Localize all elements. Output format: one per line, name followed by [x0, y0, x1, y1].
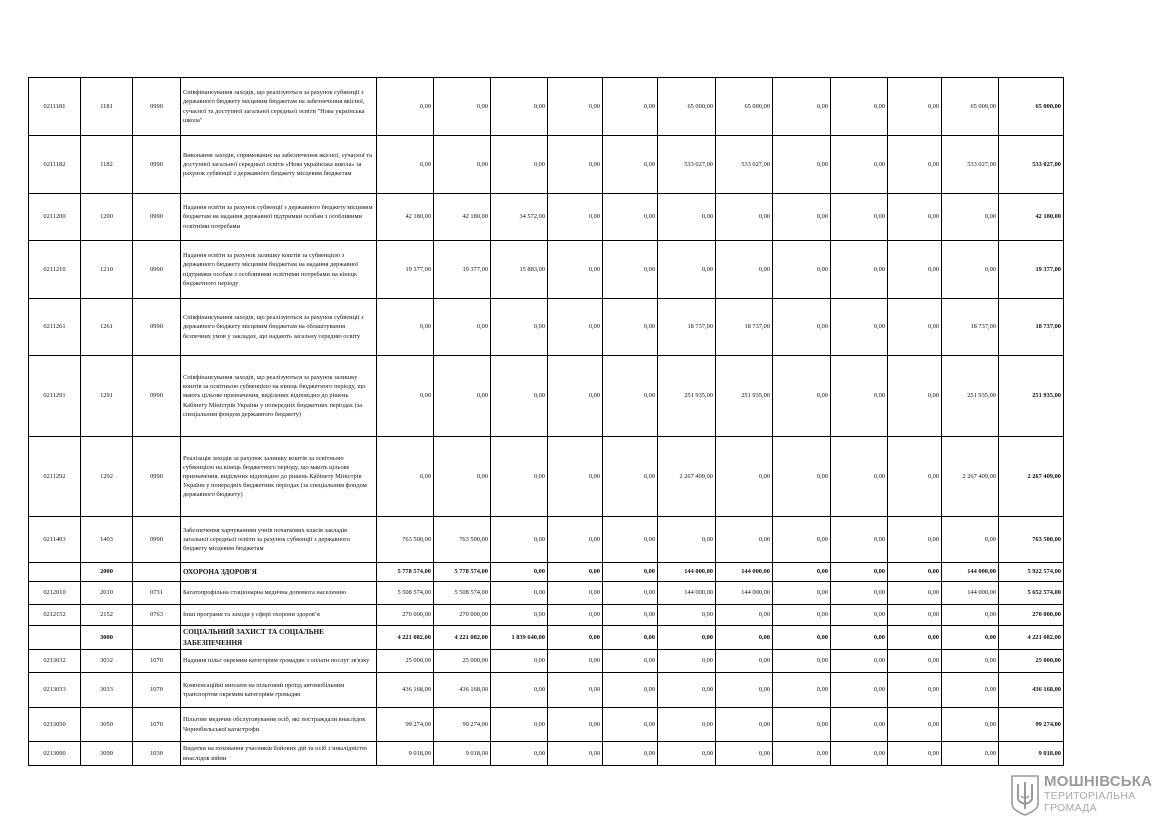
- amount-cell: 0,00: [773, 78, 831, 136]
- total-cell: 5 922 574,00: [999, 563, 1064, 582]
- table-row: [29, 356, 1064, 437]
- amount-cell: 0,00: [773, 742, 831, 766]
- function-code-cell: 0990: [133, 437, 181, 517]
- amount-cell: 144 000,00: [942, 563, 999, 582]
- program-code-cell: 0211403: [29, 517, 81, 563]
- amount-cell: 0,00: [548, 136, 603, 194]
- table-row: [29, 194, 1064, 241]
- amount-cell: 0,00: [831, 650, 888, 673]
- amount-cell: 0,00: [773, 194, 831, 241]
- amount-cell: 0,00: [377, 78, 434, 136]
- amount-cell: 270 000,00: [377, 605, 434, 626]
- amount-cell: 4 221 082,00: [377, 626, 434, 650]
- table-row: [29, 136, 1064, 194]
- amount-cell: 0,00: [603, 582, 658, 605]
- amount-cell: 0,00: [831, 563, 888, 582]
- program-code-cell: 0211261: [29, 299, 81, 356]
- amount-cell: 0,00: [831, 194, 888, 241]
- amount-cell: 0,00: [548, 742, 603, 766]
- total-cell: 533 027,00: [999, 136, 1064, 194]
- amount-cell: 0,00: [888, 673, 942, 708]
- table-row: [29, 299, 1064, 356]
- amount-cell: 0,00: [942, 742, 999, 766]
- amount-cell: 0,00: [716, 194, 773, 241]
- table-row: [29, 742, 1064, 766]
- function-code-cell: 0990: [133, 299, 181, 356]
- description-cell: Виконання заходів, спрямованих на забезпечення якісної, сучасної та доступної загальної середньої освіти «Нова українська школа» за рахунок субвенції з державного бюджету місцевим бюджетам: [181, 136, 377, 194]
- amount-cell: 19 377,00: [434, 241, 491, 299]
- kfk-code-cell: 3050: [81, 708, 133, 742]
- amount-cell: 0,00: [888, 194, 942, 241]
- amount-cell: 0,00: [831, 437, 888, 517]
- amount-cell: 144 000,00: [942, 582, 999, 605]
- amount-cell: 0,00: [548, 605, 603, 626]
- amount-cell: 15 883,00: [491, 241, 548, 299]
- amount-cell: 0,00: [491, 437, 548, 517]
- function-code-cell: 0731: [133, 582, 181, 605]
- amount-cell: 99 274,00: [434, 708, 491, 742]
- amount-cell: 0,00: [773, 517, 831, 563]
- amount-cell: 0,00: [773, 299, 831, 356]
- amount-cell: 0,00: [831, 626, 888, 650]
- amount-cell: 0,00: [942, 673, 999, 708]
- amount-cell: 144 000,00: [658, 563, 716, 582]
- amount-cell: 0,00: [888, 241, 942, 299]
- amount-cell: 0,00: [773, 437, 831, 517]
- total-cell: 436 168,00: [999, 673, 1064, 708]
- amount-cell: 763 500,00: [377, 517, 434, 563]
- amount-cell: 65 000,00: [658, 78, 716, 136]
- amount-cell: 0,00: [491, 78, 548, 136]
- amount-cell: 0,00: [942, 241, 999, 299]
- trident-emblem-icon: [1010, 774, 1040, 816]
- amount-cell: 0,00: [658, 650, 716, 673]
- total-cell: 251 935,00: [999, 356, 1064, 437]
- amount-cell: 0,00: [603, 563, 658, 582]
- amount-cell: 0,00: [491, 708, 548, 742]
- amount-cell: 0,00: [548, 517, 603, 563]
- program-code-cell: 0211182: [29, 136, 81, 194]
- amount-cell: 0,00: [888, 582, 942, 605]
- description-cell: Багатопрофільна стаціонарна медична допомога населенню: [181, 582, 377, 605]
- logo-title: МОШНІВСЬКА: [1044, 773, 1153, 790]
- function-code-cell: 0990: [133, 136, 181, 194]
- amount-cell: 0,00: [658, 626, 716, 650]
- amount-cell: 42 180,00: [434, 194, 491, 241]
- amount-cell: 0,00: [773, 626, 831, 650]
- amount-cell: 0,00: [603, 241, 658, 299]
- amount-cell: 0,00: [888, 708, 942, 742]
- amount-cell: 0,00: [434, 356, 491, 437]
- amount-cell: 0,00: [773, 563, 831, 582]
- amount-cell: 0,00: [888, 650, 942, 673]
- kfk-code-cell: 3000: [81, 626, 133, 650]
- description-cell: Реалізація заходів за рахунок залишку коштів за освітньою субвенцією на кінець бюджетного періоду, що мають цільове призначення, виділених відповідно до рішень Кабінету Міністрів України у попередніх бюджетних періодах (за спеціальним фондом державного бюджету): [181, 437, 377, 517]
- amount-cell: 0,00: [548, 356, 603, 437]
- amount-cell: 0,00: [773, 356, 831, 437]
- function-code-cell: 0763: [133, 605, 181, 626]
- kfk-code-cell: 3032: [81, 650, 133, 673]
- amount-cell: 0,00: [773, 650, 831, 673]
- description-cell: Інші програми та заходи у сфері охорони здоров’я: [181, 605, 377, 626]
- amount-cell: 0,00: [888, 437, 942, 517]
- amount-cell: 0,00: [434, 78, 491, 136]
- amount-cell: 9 018,00: [434, 742, 491, 766]
- amount-cell: 436 168,00: [434, 673, 491, 708]
- program-code-cell: 0213033: [29, 673, 81, 708]
- amount-cell: 0,00: [888, 742, 942, 766]
- amount-cell: 0,00: [888, 563, 942, 582]
- amount-cell: 0,00: [831, 673, 888, 708]
- amount-cell: 0,00: [491, 356, 548, 437]
- amount-cell: 0,00: [603, 650, 658, 673]
- table-row: [29, 78, 1064, 136]
- amount-cell: 0,00: [831, 356, 888, 437]
- description-cell: СОЦІАЛЬНИЙ ЗАХИСТ ТА СОЦІАЛЬНЕ ЗАБЕЗПЕЧЕННЯ: [181, 626, 377, 650]
- description-cell: Надання освіти за рахунок субвенції з державного бюджету місцевим бюджетам на надання державної підтримки особам з особливими освітніми потребами: [181, 194, 377, 241]
- amount-cell: 0,00: [773, 582, 831, 605]
- amount-cell: 251 935,00: [658, 356, 716, 437]
- amount-cell: 2 267 409,00: [658, 437, 716, 517]
- function-code-cell: 1070: [133, 708, 181, 742]
- amount-cell: 0,00: [377, 136, 434, 194]
- amount-cell: 0,00: [548, 582, 603, 605]
- amount-cell: 0,00: [603, 136, 658, 194]
- amount-cell: 18 737,00: [716, 299, 773, 356]
- table-row: [29, 708, 1064, 742]
- amount-cell: 0,00: [888, 517, 942, 563]
- amount-cell: 0,00: [831, 241, 888, 299]
- amount-cell: 251 935,00: [942, 356, 999, 437]
- amount-cell: 0,00: [888, 78, 942, 136]
- table-row: [29, 241, 1064, 299]
- program-code-cell: 0211181: [29, 78, 81, 136]
- program-code-cell: 0213090: [29, 742, 81, 766]
- amount-cell: 0,00: [603, 437, 658, 517]
- program-code-cell: 0211291: [29, 356, 81, 437]
- logo-subtitle-2: ГРОМАДА: [1044, 802, 1097, 814]
- amount-cell: 0,00: [603, 517, 658, 563]
- table-row: [29, 437, 1064, 517]
- amount-cell: 0,00: [491, 299, 548, 356]
- amount-cell: 18 737,00: [942, 299, 999, 356]
- amount-cell: 5 508 574,00: [434, 582, 491, 605]
- description-cell: Надання пільг окремим категоріям громадян з оплати послуг зв'язку: [181, 650, 377, 673]
- amount-cell: 0,00: [888, 136, 942, 194]
- amount-cell: 0,00: [773, 708, 831, 742]
- amount-cell: 0,00: [434, 136, 491, 194]
- amount-cell: 25 000,00: [434, 650, 491, 673]
- function-code-cell: 0990: [133, 356, 181, 437]
- amount-cell: 5 778 574,00: [434, 563, 491, 582]
- kfk-code-cell: 1403: [81, 517, 133, 563]
- amount-cell: 144 000,00: [716, 563, 773, 582]
- function-code-cell: [133, 626, 181, 650]
- kfk-code-cell: 1291: [81, 356, 133, 437]
- description-cell: ОХОРОНА ЗДОРОВ'Я: [181, 563, 377, 582]
- amount-cell: 65 000,00: [716, 78, 773, 136]
- amount-cell: 0,00: [548, 241, 603, 299]
- table-row: [29, 605, 1064, 626]
- total-cell: 5 652 574,00: [999, 582, 1064, 605]
- amount-cell: 0,00: [773, 673, 831, 708]
- amount-cell: 251 935,00: [716, 356, 773, 437]
- table-row: [29, 517, 1064, 563]
- total-cell: 42 180,00: [999, 194, 1064, 241]
- function-code-cell: 1070: [133, 673, 181, 708]
- amount-cell: 0,00: [773, 241, 831, 299]
- amount-cell: 25 000,00: [377, 650, 434, 673]
- amount-cell: 0,00: [716, 437, 773, 517]
- total-cell: 19 377,00: [999, 241, 1064, 299]
- amount-cell: 0,00: [831, 136, 888, 194]
- amount-cell: 0,00: [716, 650, 773, 673]
- amount-cell: 0,00: [716, 742, 773, 766]
- total-cell: 65 000,00: [999, 78, 1064, 136]
- amount-cell: 0,00: [831, 708, 888, 742]
- community-logo: [1010, 772, 1160, 818]
- section-row: [29, 563, 1064, 582]
- kfk-code-cell: 2152: [81, 605, 133, 626]
- amount-cell: 0,00: [491, 650, 548, 673]
- amount-cell: 0,00: [658, 605, 716, 626]
- function-code-cell: 0990: [133, 194, 181, 241]
- amount-cell: 9 018,00: [377, 742, 434, 766]
- description-cell: Співфінансування заходів, що реалізуються за рахунок залишку коштів за освітньою субвенцією на кінець бюджетного періоду, що мають цільове призначення, виділених відповідно до рішень Кабінету Міністрів України у попередніх бюджетних періодах (за спеціальним фондом державного бюджету): [181, 356, 377, 437]
- amount-cell: 65 000,00: [942, 78, 999, 136]
- amount-cell: 0,00: [603, 626, 658, 650]
- amount-cell: 0,00: [888, 626, 942, 650]
- program-code-cell: 0212152: [29, 605, 81, 626]
- amount-cell: 0,00: [888, 605, 942, 626]
- amount-cell: 0,00: [603, 194, 658, 241]
- amount-cell: 0,00: [773, 136, 831, 194]
- amount-cell: 0,00: [658, 194, 716, 241]
- function-code-cell: 0990: [133, 517, 181, 563]
- description-cell: Надання освіти за рахунок залишку коштів за субвенцією з державного бюджету місцевим бюджетам на надання державної підтримки особам з особливими освітніми потребами на кінець бюджетного періоду: [181, 241, 377, 299]
- amount-cell: 0,00: [434, 299, 491, 356]
- amount-cell: 0,00: [377, 356, 434, 437]
- amount-cell: 0,00: [831, 582, 888, 605]
- total-cell: 2 267 409,00: [999, 437, 1064, 517]
- amount-cell: 0,00: [377, 437, 434, 517]
- function-code-cell: 0990: [133, 241, 181, 299]
- program-code-cell: 0211292: [29, 437, 81, 517]
- amount-cell: 99 274,00: [377, 708, 434, 742]
- kfk-code-cell: 3033: [81, 673, 133, 708]
- kfk-code-cell: 1200: [81, 194, 133, 241]
- amount-cell: 0,00: [773, 605, 831, 626]
- table-body: [29, 78, 1064, 766]
- description-cell: Забезпечення харчуванням учнів початкових класів закладів загальної середньої освіти за рахунок субвенції з державного бюджету місцевим бюджетам: [181, 517, 377, 563]
- kfk-code-cell: 1210: [81, 241, 133, 299]
- amount-cell: 0,00: [603, 299, 658, 356]
- total-cell: 18 737,00: [999, 299, 1064, 356]
- program-code-cell: 0212010: [29, 582, 81, 605]
- amount-cell: 0,00: [603, 708, 658, 742]
- amount-cell: 0,00: [491, 517, 548, 563]
- amount-cell: 0,00: [491, 742, 548, 766]
- amount-cell: 0,00: [603, 673, 658, 708]
- amount-cell: 18 737,00: [658, 299, 716, 356]
- amount-cell: 0,00: [491, 136, 548, 194]
- amount-cell: 0,00: [548, 299, 603, 356]
- amount-cell: 19 377,00: [377, 241, 434, 299]
- amount-cell: 0,00: [548, 626, 603, 650]
- amount-cell: 270 000,00: [434, 605, 491, 626]
- amount-cell: 436 168,00: [377, 673, 434, 708]
- amount-cell: 0,00: [942, 650, 999, 673]
- kfk-code-cell: 2010: [81, 582, 133, 605]
- program-code-cell: 0213032: [29, 650, 81, 673]
- total-cell: 9 018,00: [999, 742, 1064, 766]
- amount-cell: 0,00: [548, 673, 603, 708]
- amount-cell: 0,00: [658, 708, 716, 742]
- amount-cell: 0,00: [942, 605, 999, 626]
- total-cell: 99 274,00: [999, 708, 1064, 742]
- amount-cell: 0,00: [942, 708, 999, 742]
- amount-cell: 0,00: [942, 194, 999, 241]
- amount-cell: 0,00: [716, 605, 773, 626]
- amount-cell: 0,00: [716, 517, 773, 563]
- amount-cell: 0,00: [831, 742, 888, 766]
- amount-cell: 533 027,00: [942, 136, 999, 194]
- amount-cell: 0,00: [548, 437, 603, 517]
- total-cell: 4 221 082,00: [999, 626, 1064, 650]
- amount-cell: 0,00: [716, 241, 773, 299]
- amount-cell: 5 508 574,00: [377, 582, 434, 605]
- amount-cell: 0,00: [548, 194, 603, 241]
- amount-cell: 0,00: [942, 626, 999, 650]
- amount-cell: 0,00: [831, 78, 888, 136]
- program-code-cell: 0213050: [29, 708, 81, 742]
- logo-subtitle-1: ТЕРИТОРІАЛЬНА: [1044, 790, 1136, 802]
- table-row: [29, 673, 1064, 708]
- amount-cell: 144 000,00: [716, 582, 773, 605]
- amount-cell: 0,00: [716, 626, 773, 650]
- function-code-cell: 1070: [133, 650, 181, 673]
- table-row: [29, 582, 1064, 605]
- amount-cell: 0,00: [716, 673, 773, 708]
- function-code-cell: [133, 563, 181, 582]
- description-cell: Пільгове медичне обслуговування осіб, які постраждали внаслідок Чорнобильської катастрофи: [181, 708, 377, 742]
- total-cell: 270 000,00: [999, 605, 1064, 626]
- amount-cell: 0,00: [548, 78, 603, 136]
- amount-cell: 0,00: [434, 437, 491, 517]
- amount-cell: 0,00: [658, 241, 716, 299]
- amount-cell: 763 500,00: [434, 517, 491, 563]
- kfk-code-cell: 1182: [81, 136, 133, 194]
- amount-cell: 0,00: [658, 517, 716, 563]
- amount-cell: 0,00: [831, 605, 888, 626]
- amount-cell: 0,00: [658, 742, 716, 766]
- program-code-cell: 0211210: [29, 241, 81, 299]
- program-code-cell: 0211200: [29, 194, 81, 241]
- section-row: [29, 626, 1064, 650]
- amount-cell: 0,00: [942, 517, 999, 563]
- amount-cell: 0,00: [831, 299, 888, 356]
- amount-cell: 0,00: [603, 78, 658, 136]
- kfk-code-cell: 2000: [81, 563, 133, 582]
- amount-cell: 4 221 082,00: [434, 626, 491, 650]
- amount-cell: 0,00: [548, 563, 603, 582]
- amount-cell: 533 027,00: [658, 136, 716, 194]
- amount-cell: 34 572,00: [491, 194, 548, 241]
- description-cell: Співфінансування заходів, що реалізуються за рахунок субвенції з державного бюджету місцевим бюджетам на забезпечення якісної, сучасної та доступної загальної середньої освіти "Нова українська школа": [181, 78, 377, 136]
- amount-cell: 0,00: [603, 605, 658, 626]
- amount-cell: 0,00: [888, 299, 942, 356]
- amount-cell: 0,00: [716, 708, 773, 742]
- amount-cell: 0,00: [603, 742, 658, 766]
- amount-cell: 0,00: [491, 605, 548, 626]
- amount-cell: 2 267 409,00: [942, 437, 999, 517]
- amount-cell: 533 027,00: [716, 136, 773, 194]
- budget-table: [28, 77, 1064, 766]
- amount-cell: 0,00: [548, 708, 603, 742]
- kfk-code-cell: 1261: [81, 299, 133, 356]
- description-cell: Видатки на поховання учасників бойових дій та осіб з інвалідністю внаслідок війни: [181, 742, 377, 766]
- description-cell: Співфінансування заходів, що реалізуються за рахунок субвенції з державного бюджету місцевим бюджетам на облаштування безпечних умов у закладах, що надають загальну середню освіту: [181, 299, 377, 356]
- table-row: [29, 650, 1064, 673]
- total-cell: 763 500,00: [999, 517, 1064, 563]
- amount-cell: 0,00: [603, 356, 658, 437]
- amount-cell: 144 000,00: [658, 582, 716, 605]
- amount-cell: 0,00: [658, 673, 716, 708]
- kfk-code-cell: 1181: [81, 78, 133, 136]
- amount-cell: 0,00: [491, 582, 548, 605]
- kfk-code-cell: 3090: [81, 742, 133, 766]
- amount-cell: 5 778 574,00: [377, 563, 434, 582]
- function-code-cell: 1030: [133, 742, 181, 766]
- amount-cell: 0,00: [548, 650, 603, 673]
- amount-cell: 1 839 640,00: [491, 626, 548, 650]
- amount-cell: 0,00: [491, 563, 548, 582]
- amount-cell: 0,00: [888, 356, 942, 437]
- amount-cell: 0,00: [491, 673, 548, 708]
- function-code-cell: 0990: [133, 78, 181, 136]
- amount-cell: 0,00: [831, 517, 888, 563]
- program-code-cell: [29, 563, 81, 582]
- program-code-cell: [29, 626, 81, 650]
- kfk-code-cell: 1292: [81, 437, 133, 517]
- description-cell: Компенсаційні виплати на пільговий проїзд автомобільним транспортом окремим категоріям громадян: [181, 673, 377, 708]
- amount-cell: 42 180,00: [377, 194, 434, 241]
- amount-cell: 0,00: [377, 299, 434, 356]
- total-cell: 25 000,00: [999, 650, 1064, 673]
